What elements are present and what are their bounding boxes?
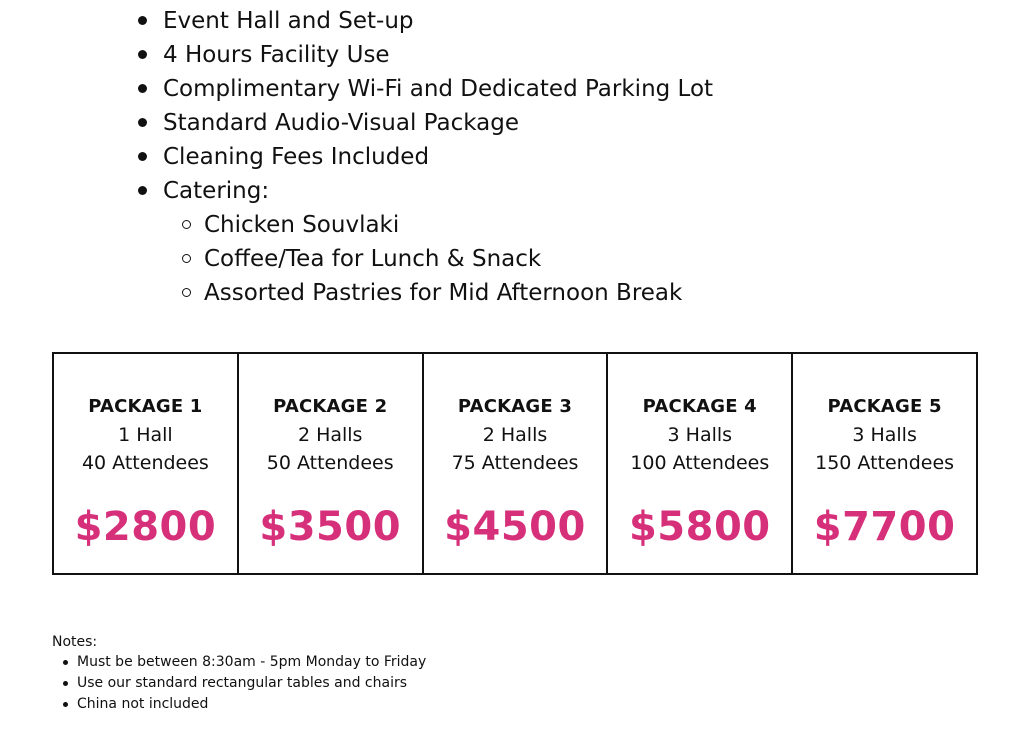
bullet-icon <box>138 84 147 93</box>
bullet-icon <box>138 16 147 25</box>
hollow-bullet-icon <box>182 220 191 229</box>
feature-label: Complimentary Wi-Fi and Dedicated Parking Lot <box>163 76 714 102</box>
notes-section <box>52 632 652 715</box>
package-card-5 <box>793 354 976 573</box>
feature-item-catering <box>163 174 269 208</box>
package-price: $4500 <box>444 504 586 550</box>
package-halls: 2 Halls <box>482 424 548 446</box>
feature-item-wifi-parking <box>163 72 713 106</box>
package-attendees: 40 Attendees <box>81 452 209 474</box>
package-card-4 <box>608 354 793 573</box>
package-card-1 <box>54 354 239 573</box>
feature-label: Standard Audio-Visual Package <box>163 110 520 136</box>
bullet-icon <box>138 152 147 161</box>
package-price: $3500 <box>259 504 402 550</box>
note-text: China not included <box>77 696 209 712</box>
package-attendees: 75 Attendees <box>451 452 579 474</box>
hollow-bullet-icon <box>182 254 191 263</box>
package-title: PACKAGE 5 <box>827 396 942 417</box>
bullet-icon <box>63 660 68 665</box>
notes-title: Notes: <box>52 634 98 650</box>
feature-label: Catering: <box>163 178 270 204</box>
feature-item-event-hall <box>163 4 414 38</box>
package-halls: 1 Hall <box>118 424 173 446</box>
catering-item-pastries <box>204 276 682 310</box>
hollow-bullet-icon <box>182 288 191 297</box>
package-price: $2800 <box>74 504 217 550</box>
catering-item-coffee-tea <box>204 242 541 276</box>
note-text: Use our standard rectangular tables and chairs <box>77 675 408 691</box>
package-halls: 3 Halls <box>667 424 733 446</box>
package-title: PACKAGE 2 <box>273 396 388 417</box>
bullet-icon <box>138 50 147 59</box>
feature-label: 4 Hours Facility Use <box>163 42 390 68</box>
bullet-icon <box>63 681 68 686</box>
package-attendees: 100 Attendees <box>630 452 770 474</box>
feature-label: Cleaning Fees Included <box>163 144 430 170</box>
packages-table <box>52 352 978 575</box>
bullet-icon <box>138 118 147 127</box>
package-title: PACKAGE 3 <box>457 396 573 417</box>
catering-label: Assorted Pastries for Mid Afternoon Break <box>204 280 683 306</box>
package-halls: 3 Halls <box>852 424 917 446</box>
package-halls: 2 Halls <box>297 424 363 446</box>
catering-label: Chicken Souvlaki <box>204 212 400 238</box>
catering-item-souvlaki <box>204 208 399 242</box>
package-attendees: 150 Attendees <box>815 452 955 474</box>
bullet-icon <box>63 702 68 707</box>
package-price: $7700 <box>813 504 956 550</box>
package-title: PACKAGE 1 <box>88 396 203 417</box>
note-text: Must be between 8:30am - 5pm Monday to Friday <box>77 654 427 670</box>
feature-item-facility-use <box>163 38 390 72</box>
package-price: $5800 <box>628 504 771 550</box>
note-item <box>52 652 652 673</box>
bullet-icon <box>138 186 147 195</box>
feature-item-audio-visual <box>163 106 519 140</box>
note-item <box>52 694 652 715</box>
catering-label: Coffee/Tea for Lunch & Snack <box>204 246 542 272</box>
package-card-3 <box>424 354 609 573</box>
package-title: PACKAGE 4 <box>642 396 757 417</box>
feature-item-cleaning <box>163 140 429 174</box>
package-card-2 <box>239 354 424 573</box>
feature-label: Event Hall and Set-up <box>163 8 414 34</box>
note-item <box>52 673 652 694</box>
package-attendees: 50 Attendees <box>266 452 394 474</box>
